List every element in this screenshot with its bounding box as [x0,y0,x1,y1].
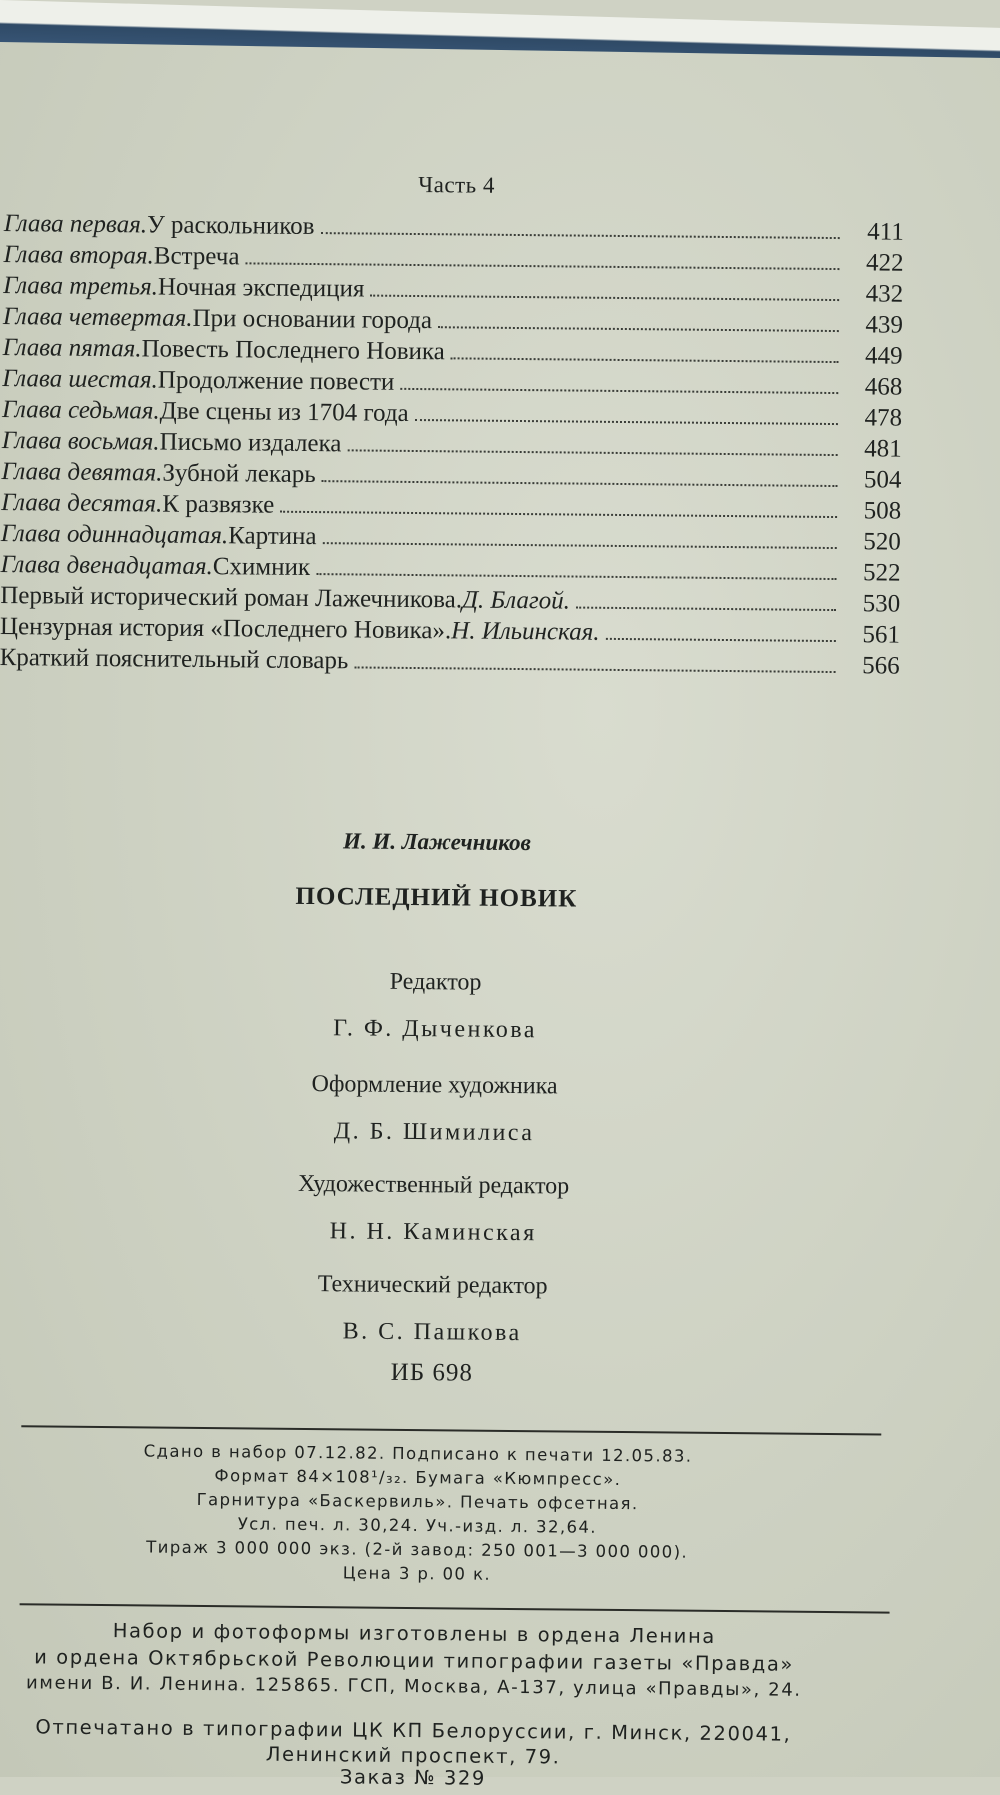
toc-chapter-number: Глава двенадцатая. [0,551,213,581]
credit-role-tech-editor: Технический редактор [317,1271,548,1300]
part-title: Часть 4 [418,172,496,198]
toc-chapter-title: Повесть Последнего Новика [141,335,445,366]
toc-chapter-title: Цензурная история «Последнего Новика». [0,613,452,645]
toc-leader-dots [245,262,839,270]
toc-chapter-number: Глава первая. [3,210,148,239]
toc-page-number: 566 [862,652,900,680]
toc-chapter-number: Глава вторая. [3,241,154,270]
toc-leader-dots [576,607,836,611]
toc-page-number: 504 [863,466,902,494]
printer-line: Отпечатано в типографии ЦК КП Белоруссии, г. Минск, 220041, [35,1715,792,1746]
credit-role-artist: Оформление художника [311,1071,558,1100]
toc-chapter-title: Письмо издалека [159,428,342,458]
credit-role-editor: Редактор [389,968,482,996]
toc-page-number: 520 [863,528,901,556]
toc-chapter-number: Глава десятая. [1,489,163,518]
toc-leader-dots [322,480,838,487]
book-author: И. И. Лажечников [342,828,531,856]
toc-chapter-title: Продолжение повести [157,366,395,396]
credit-role-art-editor: Художественный редактор [297,1170,570,1200]
toc-leader-dots [316,573,836,580]
toc-chapter-title: У раскольников [146,211,315,241]
credit-name-tech-editor: В. С. Пашкова [342,1318,522,1347]
table-of-contents [0,210,904,684]
toc-leader-dots [605,638,835,642]
imprint-line: Формат 84×108¹/₃₂. Бумага «Кюмпресс». [214,1466,622,1490]
toc-chapter-number: Глава четвертая. [2,303,193,332]
toc-chapter-title: К развязке [162,490,275,519]
toc-chapter-title: Встреча [153,242,240,271]
toc-chapter-number: Глава третья. [3,272,159,301]
imprint-line: Усл. печ. л. 30,24. Уч.-изд. л. 32,64. [237,1514,598,1537]
imprint-line: Сдано в набор 07.12.82. Подписано к печати 12.05.83. [143,1441,693,1466]
divider-bottom [20,1603,890,1613]
toc-author: Н. Ильинская. [451,617,600,646]
book-title: ПОСЛЕДНИЙ НОВИК [295,882,578,913]
toc-leader-dots [438,326,839,332]
toc-chapter-title: Картина [228,522,317,551]
divider-top [21,1425,881,1435]
toc-chapter-title: Две сцены из 1704 года [159,397,409,427]
toc-chapter-title: Первый исторический роман Лажечникова. [0,582,463,614]
toc-chapter-title: Зубной лекарь [162,459,316,489]
toc-chapter-number: Глава шестая. [2,365,158,394]
toc-page-number: 522 [862,559,901,587]
imprint-line: Гарнитура «Баскервиль». Печать офсетная. [196,1489,639,1514]
toc-leader-dots [400,388,838,394]
toc-page-number: 432 [865,280,904,308]
toc-leader-dots [354,666,835,673]
toc-page-number: 468 [864,373,903,401]
printer-order: Заказ № 329 [339,1765,487,1790]
printer-line: и ордена Октябрьской Революции типографии газеты «Правда» [34,1645,795,1676]
toc-page-number: 478 [864,404,903,432]
printer-line: Ленинский проспект, 79. [265,1742,561,1769]
toc-chapter-title: При основании города [192,304,433,335]
toc-page-number: 449 [864,342,903,370]
toc-chapter-title: Ночная экспедиция [157,273,365,303]
credit-name-art-editor: Н. Н. Каминская [329,1218,537,1247]
credit-name-artist: Д. Б. Шимилиса [333,1118,535,1147]
toc-leader-dots [415,419,838,425]
toc-page-number: 439 [865,311,904,339]
toc-leader-dots [451,357,839,363]
toc-leader-dots [320,232,839,239]
toc-leader-dots [280,511,837,518]
printer-line: Набор и фотоформы изготовлены в ордена Ленина [112,1619,717,1648]
toc-chapter-number: Глава седьмая. [1,396,160,425]
toc-page-number: 561 [862,621,901,649]
toc-author: Д. Благой. [461,586,571,615]
imprint-line: Тираж 3 000 000 экз. (2-й завод: 250 001—3 000 000). [146,1537,689,1562]
printer-line: имени В. И. Ленина. 125865. ГСП, Москва, А-137, улица «Правды», 24. [25,1672,802,1701]
toc-chapter-number: Глава восьмая. [1,427,160,456]
toc-page-number: 481 [864,435,902,463]
toc-leader-dots [370,295,839,301]
toc-chapter-number: Глава одиннадцатая. [0,520,229,550]
toc-leader-dots [347,449,837,456]
credit-name-editor: Г. Ф. Дыченкова [333,1015,538,1044]
toc-page-number: 508 [863,497,902,525]
toc-leader-dots [323,542,837,549]
toc-page-number: 411 [867,218,904,246]
toc-chapter-number: Глава пятая. [2,334,142,363]
ib-number: ИБ 698 [390,1358,474,1387]
toc-chapter-title: Схимник [212,553,311,582]
toc-chapter-title: Краткий пояснительный словарь [0,644,349,675]
toc-page-number: 530 [862,590,901,618]
imprint-price: Цена 3 р. 00 к. [342,1563,492,1584]
toc-page-number: 422 [865,249,904,277]
toc-chapter-number: Глава девятая. [1,458,163,487]
